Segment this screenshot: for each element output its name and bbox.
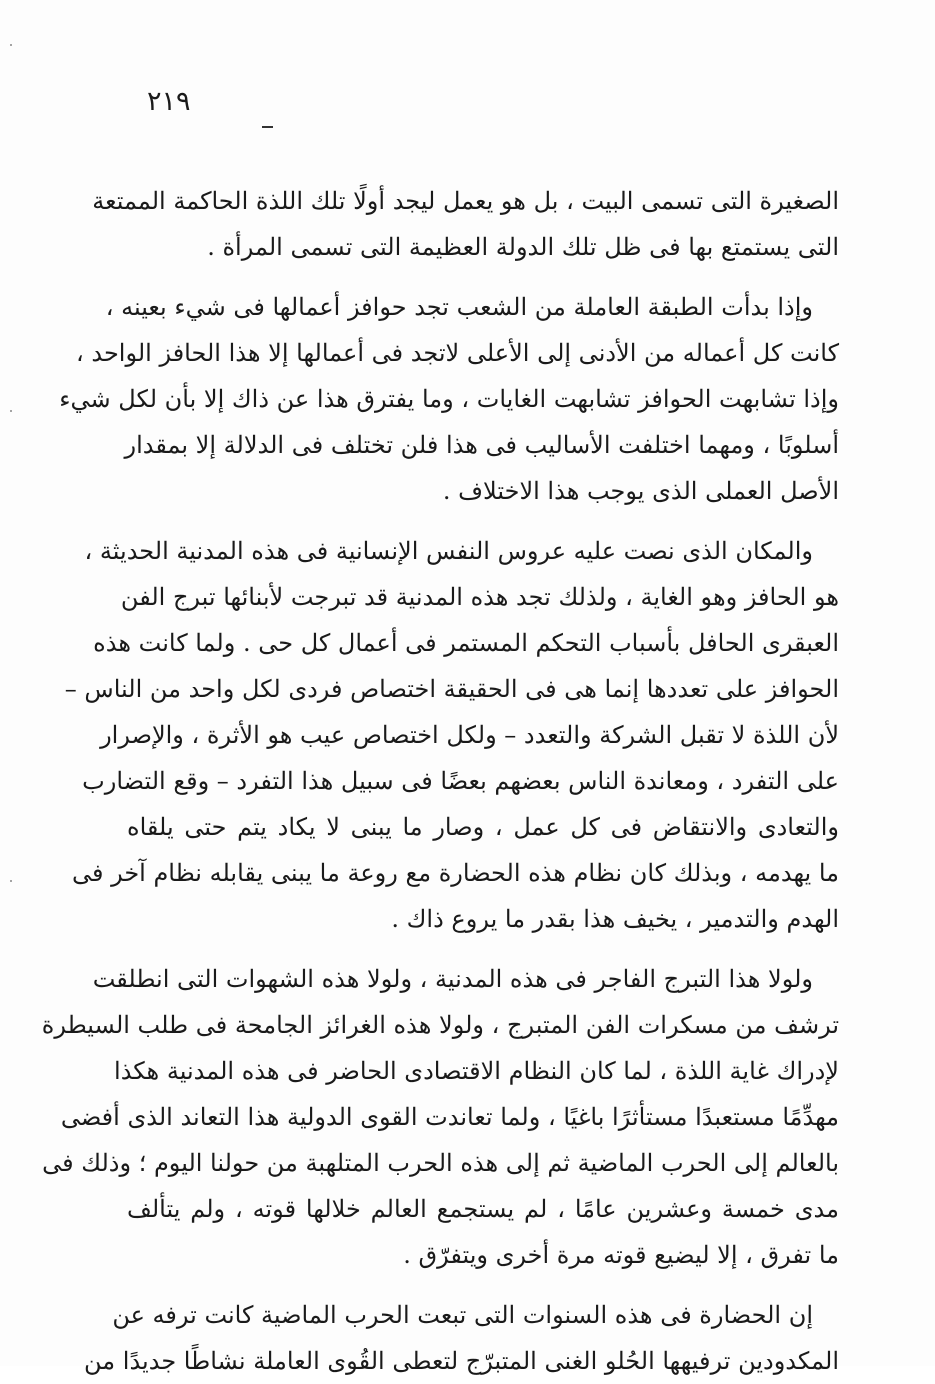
paragraph (59, 284, 839, 514)
text-line: الأصل العملى الذى يوجب هذا الاختلاف . (442, 477, 839, 505)
paragraph (92, 178, 839, 270)
paragraph-gap (127, 942, 839, 956)
text-line: هو الحافز وهو الغاية ، ولذلك تجد هذه المدنية قد تبرجت لأبنائها تبرج الفن (120, 583, 839, 611)
text-line: لأن اللذة لا تقبل الشركة والتعدد – ولكل اختصاص عيب هو الأثرة ، والإصرار (100, 721, 839, 749)
text-line: والمكان الذى نصت عليه عروس النفس الإنسانية فى هذه المدنية الحديثة ، (84, 537, 813, 565)
text-line: والتعادى والانتقاض فى كل عمل ، وصار ما يبنى لا يكاد يتم حتى يلقاه (127, 813, 839, 841)
text-line: ما تفرق ، إلا ليضيع قوته مرة أخرى ويتفرّق . (403, 1241, 839, 1269)
text-line: لإدراك غاية اللذة ، لما كان النظام الاقتصادى الحاضر فى هذه المدنية هكذا (114, 1057, 839, 1085)
text-line: كانت كل أعماله من الأدنى إلى الأعلى لاتجد فى أعمالها إلا هذا الحافز الواحد ، (75, 339, 839, 367)
paragraph-gap (127, 1278, 839, 1292)
text-line: ما يهدمه ، وبذلك كان نظام هذه الحضارة مع روعة ما يبنى يقابله نظام آخر فى (71, 859, 839, 887)
print-mark (262, 126, 273, 128)
text-line: على التفرد ، ومعاندة الناس بعضهم بعضًا فى سبيل هذا التفرد – وقع التضارب (82, 767, 839, 795)
text-line: الهدم والتدمير ، يخيف هذا بقدر ما يروع ذاك . (391, 905, 839, 933)
text-line: أسلوبًا ، ومهما اختلفت الأساليب فى هذا فلن تختلف فى الدلالة إلا بمقدار (124, 431, 839, 459)
text-line: الحوافز على تعددها إنما هى فى الحقيقة اختصاص فردى لكل واحد من الناس – (64, 675, 839, 703)
text-line: التى يستمتع بها فى ظل تلك الدولة العظيمة التى تسمى المرأة . (207, 233, 839, 261)
scan-speck (10, 880, 12, 882)
text-line: الصغيرة التى تسمى البيت ، بل هو يعمل ليجد أولًا تلك اللذة الحاكمة الممتعة (92, 187, 839, 215)
text-line: مدى خمسة وعشرين عامًا ، لم يستجمع العالم خلالها قوته ، ولم يتألف (127, 1195, 839, 1223)
paragraph-gap (127, 514, 839, 528)
page-number: ٢١٩ (147, 86, 191, 117)
scan-speck (10, 410, 12, 412)
text-line: إن الحضارة فى هذه السنوات التى تبعت الحرب الماضية كانت ترفه عن (112, 1301, 813, 1329)
text-line: مهدِّمًا مستعبدًا مستأثرًا باغيًا ، ولما تعاندت القوى الدولية هذا التعاند الذى أفضى (60, 1103, 839, 1131)
text-line: بالعالم إلى الحرب الماضية ثم إلى هذه الحرب المتلهبة من حولنا اليوم ؛ وذلك فى (42, 1149, 839, 1177)
text-line: ترشف من مسكرات الفن المتبرج ، ولولا هذه الغرائز الجامحة فى طلب السيطرة (41, 1011, 839, 1039)
paragraph (41, 956, 839, 1278)
paragraph-gap (127, 270, 839, 284)
text-line: وإذا تشابهت الحوافز تشابهت الغايات ، وما يفترق هذا عن ذاك إلا بأن لكل شيء (59, 385, 839, 413)
text-line: المكدودين ترفيهها الحُلو الغنى المتبرّج لتعطى القُوى العاملة نشاطًا جديدًا من (84, 1347, 839, 1375)
text-line: ولولا هذا التبرج الفاجر فى هذه المدنية ، ولولا هذه الشهوات التى انطلقت (92, 965, 813, 993)
text-line: العبقرى الحافل بأسباب التحكم المستمر فى أعمال كل حى . ولما كانت هذه (93, 629, 839, 657)
text-line: وإذا بدأت الطبقة العاملة من الشعب تجد حوافز أعمالها فى شيء بعينه ، (105, 293, 813, 321)
scan-speck (10, 44, 12, 46)
paragraph (64, 528, 839, 942)
paragraph (84, 1292, 839, 1384)
body-text (41, 178, 839, 1384)
